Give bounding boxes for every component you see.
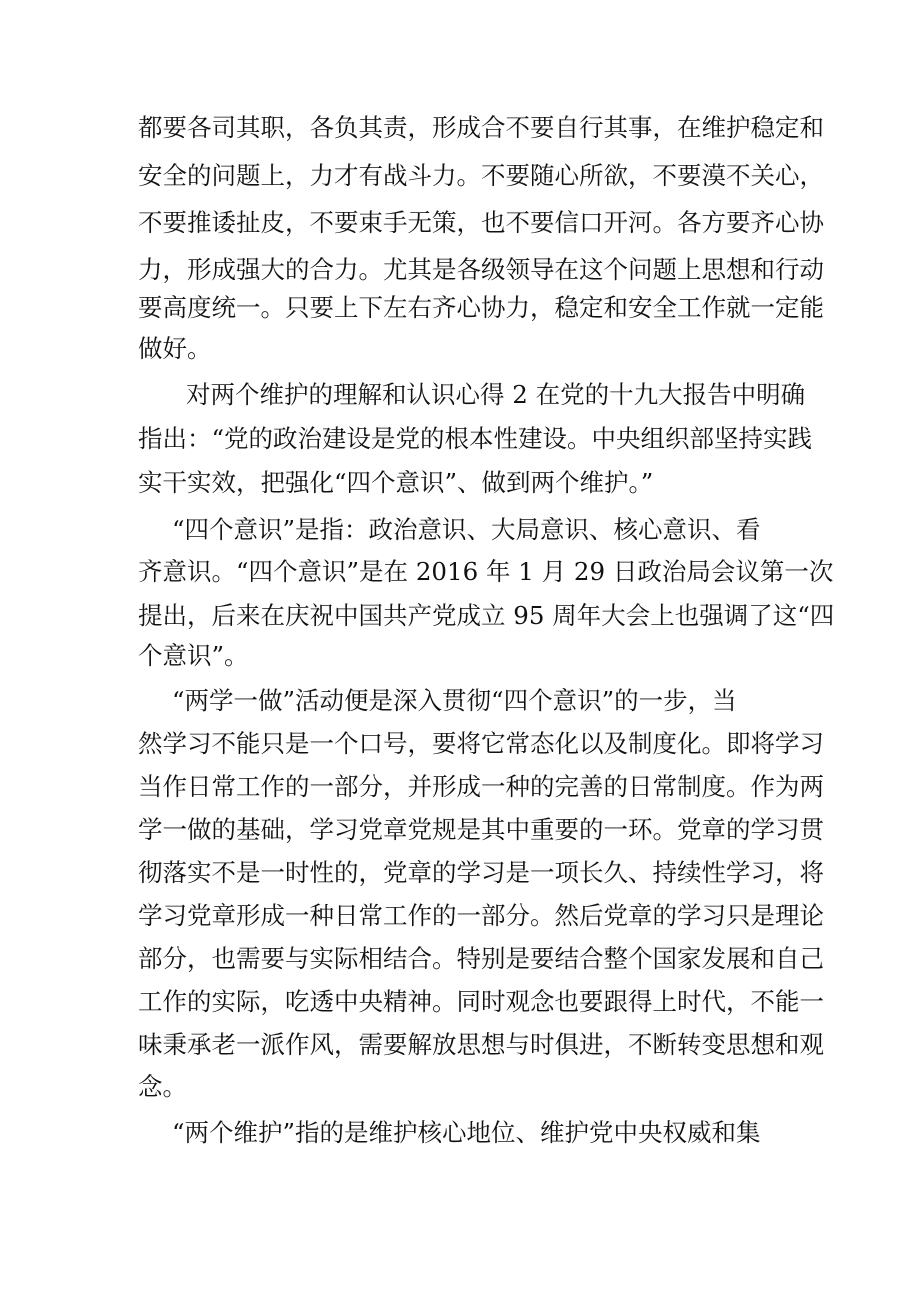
text-line: 齐意识。“四个意识”是在 2016 年 1 月 29 日政治局会议第一次 bbox=[138, 557, 834, 586]
text-line: 实干实效，把强化“四个意识”、做到两个维护。” bbox=[138, 468, 654, 497]
text-line: 当作日常工作的一部分，并形成一种的完善的日常制度。作为两 bbox=[138, 772, 824, 801]
text-line: 工作的实际，吃透中央精神。同时观念也要跟得上时代，不能一 bbox=[138, 987, 824, 1016]
text-line: 提出，后来在庆祝中国共产党成立 95 周年大会上也强调了这“四 bbox=[138, 601, 835, 630]
paragraph-start-line: 对两个维护的理解和认识心得 2 在党的十九大报告中明确 bbox=[186, 380, 806, 409]
text-line: 要高度统一。只要上下左右齐心协力，稳定和安全工作就一定能 bbox=[138, 293, 824, 322]
text-line: 部分，也需要与实际相结合。特别是要结合整个国家发展和自己 bbox=[138, 944, 824, 973]
paragraph-start-line: “两个维护”指的是维护核心地位、维护党中央权威和集 bbox=[172, 1118, 761, 1147]
text-line: 力，形成强大的合力。尤其是各级领导在这个问题上思想和行动 bbox=[138, 255, 824, 284]
text-line: 不要推诿扯皮，不要束手无策，也不要信口开河。各方要齐心协 bbox=[138, 208, 824, 237]
text-line: 味秉承老一派作风，需要解放思想与时俱进，不断转变思想和观 bbox=[138, 1030, 824, 1059]
text-line: 彻落实不是一时性的，党章的学习是一项长久、持续性学习，将 bbox=[138, 858, 824, 887]
text-line: 指出：“党的政治建设是党的根本性建设。中央组织部坚持实践 bbox=[138, 424, 813, 453]
text-line: 做好。 bbox=[138, 334, 212, 363]
paragraph-start-line: “两学一做”活动便是深入贯彻“四个意识”的一步，当 bbox=[172, 686, 737, 715]
text-line: 都要各司其职，各负其责，形成合不要自行其事，在维护稳定和 bbox=[138, 113, 824, 142]
text-line: 学一做的基础，学习党章党规是其中重要的一环。党章的学习贯 bbox=[138, 815, 824, 844]
text-line: 安全的问题上，力才有战斗力。不要随心所欲，不要漠不关心， bbox=[138, 161, 824, 190]
text-line: 个意识”。 bbox=[138, 641, 249, 670]
text-line: 念。 bbox=[138, 1072, 187, 1101]
text-line: 然学习不能只是一个口号，要将它常态化以及制度化。即将学习 bbox=[138, 729, 824, 758]
paragraph-start-line: “四个意识”是指：政治意识、大局意识、核心意识、看 bbox=[172, 515, 761, 544]
text-line: 学习党章形成一种日常工作的一部分。然后党章的学习只是理论 bbox=[138, 901, 824, 930]
